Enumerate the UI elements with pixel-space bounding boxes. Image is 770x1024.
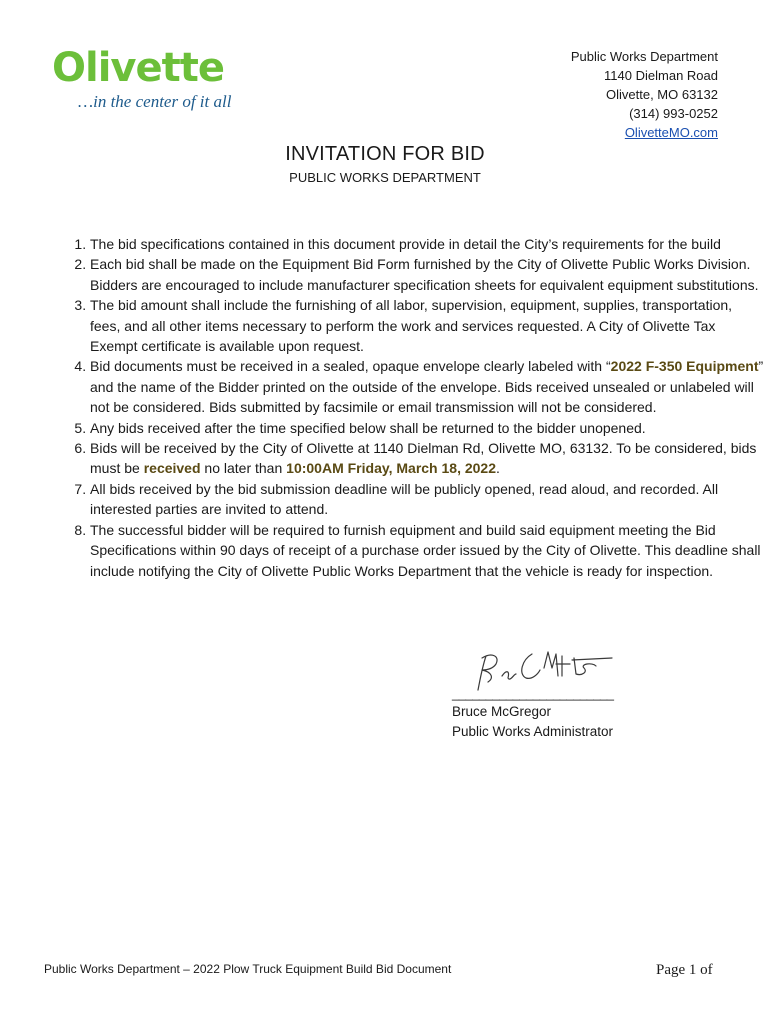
- address-department: Public Works Department: [570, 49, 718, 64]
- received-highlight: received: [143, 460, 201, 477]
- address-city: Olivette, MO 63132: [606, 87, 718, 102]
- list-item: 7. All bids received by the bid submission deadline will be publicly opened, read aloud, and recorded. All interested parties are invited to attend.: [90, 479, 766, 520]
- list-item: 3. The bid amount shall include the furnishing of all labor, supervision, equipment, supplies, transportation, fees, and all other items necessary to perform the work and services requested. A City of Olivette Tax Exempt certificate is available upon request.: [90, 295, 766, 356]
- list-item: 5. Any bids received after the time specified below shall be returned to the bidder unopened.: [90, 418, 766, 438]
- signer-block: [452, 702, 613, 742]
- website-link[interactable]: OlivetteMO.com: [624, 125, 718, 140]
- address-street: 1140 Dielman Road: [604, 68, 718, 83]
- signature-line: ________________________: [452, 686, 614, 701]
- logo-tagline: …in the center of it all: [78, 92, 232, 111]
- list-item: 1. The bid specifications contained in this document provide in detail the City’s requirements for the build: [90, 234, 766, 254]
- deadline-highlight: 10:00AM Friday, March 18, 2022: [286, 460, 496, 477]
- list-item: 4. Bid documents must be received in a sealed, opaque envelope clearly labeled with “2022 F-350 Equipment” and the name of the Bidder printed on the outside of the envelope. Bids received unsealed or unlabeled will not be considered. Bids submitted by facsimile or email transmission will not be considered.: [90, 356, 766, 417]
- list-item: 6. Bids will be received by the City of Olivette at 1140 Dielman Rd, Olivette MO, 63132. To be considered, bids must be received no later than 10:00AM Friday, March 18, 2022.: [90, 438, 766, 479]
- list-item: 2. Each bid shall be made on the Equipment Bid Form furnished by the City of Olivette Public Works Division. Bidders are encouraged to include manufacturer specification sheets for equivalent equipment substitutions.: [90, 254, 766, 295]
- address-block: [571, 47, 718, 142]
- olivette-logo: [52, 46, 272, 116]
- footer-text: Public Works Department – 2022 Plow Truck Equipment Build Bid Document: [44, 962, 452, 976]
- document-title: INVITATION FOR BID: [285, 143, 485, 165]
- logo-wordmark: Olivette: [52, 45, 224, 91]
- document-subtitle: PUBLIC WORKS DEPARTMENT: [289, 170, 481, 185]
- page-number: Page 1 of: [656, 962, 713, 978]
- signer-name: Bruce McGregor: [452, 704, 552, 719]
- bid-requirements-list: [52, 234, 766, 581]
- list-item: 8. The successful bidder will be required to furnish equipment and build said equipment meeting the Bid Specifications within 90 days of receipt of a purchase order issued by the City of Olivette. This deadline shall include notifying the City of Olivette Public Works Department that the vehicle is ready for inspection.: [90, 520, 766, 581]
- envelope-label-highlight: 2022 F-350 Equipment: [610, 358, 759, 375]
- signer-role: Public Works Administrator: [452, 724, 614, 739]
- address-phone: (314) 993-0252: [629, 106, 718, 121]
